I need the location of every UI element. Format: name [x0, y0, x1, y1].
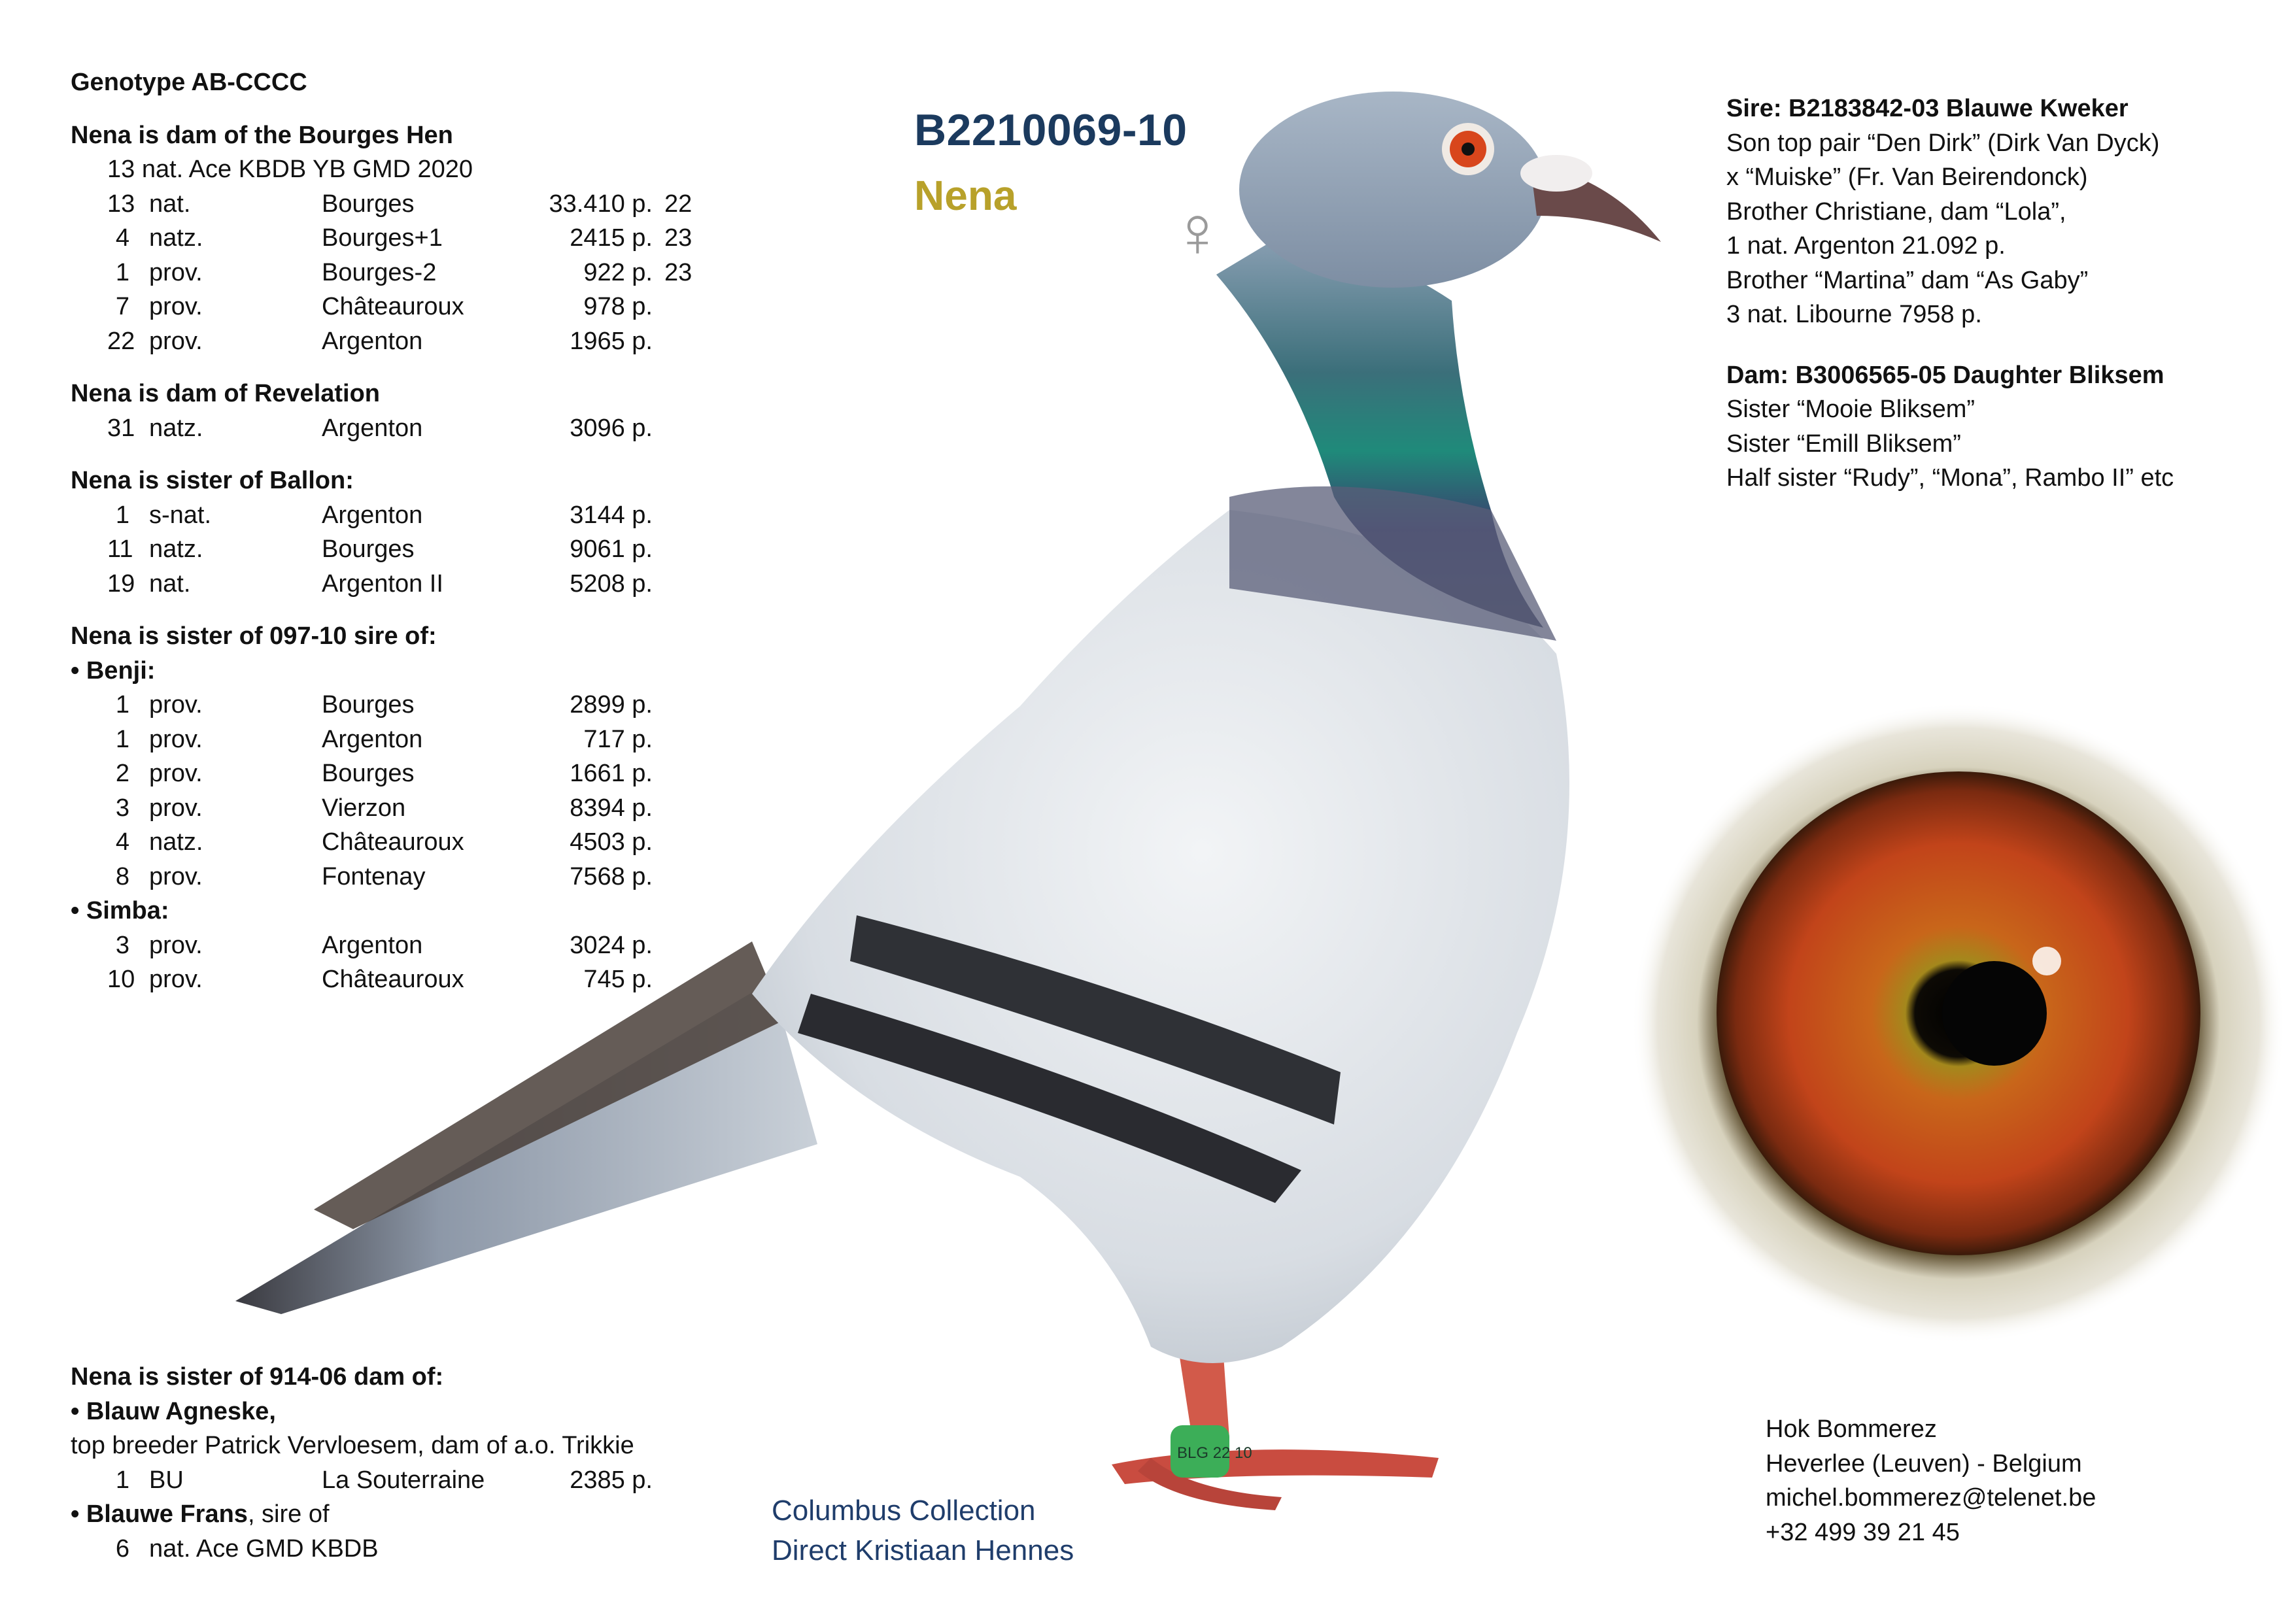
pedigree-column	[1726, 92, 2276, 496]
birds: 5208 p.	[570, 569, 653, 598]
rank: 1	[115, 258, 129, 286]
race: Bourges	[322, 760, 415, 787]
simba-label: • Simba:	[71, 897, 169, 924]
sire-line: Brother Christiane, dam “Lola”,	[1726, 197, 2066, 226]
level: nat.	[149, 190, 191, 218]
collection-line: Columbus Collection	[772, 1495, 1036, 1527]
race: Châteauroux	[322, 966, 464, 993]
race: Châteauroux	[322, 828, 464, 856]
birds: 2415 p.	[570, 224, 653, 252]
birds: 1965 p.	[570, 327, 653, 355]
extra: 23	[664, 224, 693, 252]
bird-name: Nena	[914, 172, 1017, 219]
frans-label: • Blauwe Frans	[71, 1500, 248, 1528]
section-heading: Nena is sister of 097-10 sire of:	[71, 622, 437, 650]
birds: 745 p.	[583, 966, 653, 993]
contact-email[interactable]: michel.bommerez@telenet.be	[1766, 1484, 2096, 1512]
rank: 10	[107, 966, 135, 993]
race: Argenton	[322, 501, 423, 529]
birds: 978 p.	[583, 293, 653, 320]
contact-location: Heverlee (Leuven) - Belgium	[1766, 1449, 2082, 1478]
pigeon-photo	[222, 85, 1700, 1543]
level: BU	[149, 1466, 184, 1494]
level: natz.	[149, 224, 203, 252]
race: Bourges-2	[322, 258, 437, 286]
birds: 717 p.	[583, 725, 653, 753]
section-heading: Nena is dam of the Bourges Hen	[71, 121, 453, 149]
race: Argenton	[322, 931, 423, 959]
race: Fontenay	[322, 862, 426, 890]
race: Argenton II	[322, 569, 443, 598]
rank: 22	[107, 327, 135, 355]
level: prov.	[149, 293, 203, 320]
race: Argenton	[322, 414, 423, 442]
level: prov.	[149, 862, 203, 890]
level: natz.	[149, 535, 203, 563]
rank: 1	[115, 501, 129, 529]
dam-line: Half sister “Rudy”, “Mona”, Rambo II” etc	[1726, 464, 2174, 492]
race: Argenton	[322, 327, 423, 355]
ring-number: B2210069-10	[914, 105, 1188, 155]
race: Bourges	[322, 190, 415, 218]
collection-label	[772, 1491, 1074, 1570]
section-heading: Nena is dam of Revelation	[71, 380, 381, 407]
level: natz.	[149, 414, 203, 442]
rank: 1	[115, 1466, 129, 1494]
birds: 7568 p.	[570, 862, 653, 890]
sire-heading: Sire: B2183842-03 Blauwe Kweker	[1726, 95, 2129, 122]
rank: 6	[115, 1534, 129, 1563]
rank: 31	[107, 414, 135, 442]
rank: 19	[107, 569, 135, 598]
rank: 7	[115, 293, 129, 320]
contact-phone[interactable]: +32 499 39 21 45	[1766, 1518, 1960, 1546]
level: prov.	[149, 691, 203, 719]
birds: 922 p.	[583, 258, 653, 286]
birds: 3144 p.	[570, 501, 653, 529]
level: prov.	[149, 794, 203, 822]
rank: 3	[115, 794, 129, 822]
extra: 23	[664, 258, 693, 286]
level: natz.	[149, 828, 203, 856]
section-heading: Nena is sister of 914-06 dam of:	[71, 1363, 444, 1391]
race: Bourges+1	[322, 224, 443, 252]
collection-line: Direct Kristiaan Hennes	[772, 1534, 1074, 1566]
birds: 4503 p.	[570, 828, 653, 856]
sire-line: Brother “Martina” dam “As Gaby”	[1726, 266, 2089, 294]
birds: 3096 p.	[570, 414, 653, 442]
birds: 8394 p.	[570, 794, 653, 822]
agneske-text: top breeder Patrick Vervloesem, dam of a.o. Trikkie	[71, 1432, 634, 1459]
rank: 1	[115, 725, 129, 753]
race: Vierzon	[322, 794, 406, 822]
rank: 2	[115, 760, 129, 787]
sire-line: Son top pair “Den Dirk” (Dirk Van Dyck)	[1726, 129, 2160, 157]
rank: 3	[115, 931, 129, 959]
level: nat. Ace GMD KBDB	[149, 1534, 379, 1563]
birds: 3024 p.	[570, 931, 653, 959]
level: nat.	[149, 569, 191, 598]
section-heading: Nena is sister of Ballon:	[71, 467, 354, 494]
rank: 1	[115, 691, 129, 719]
birds: 2385 p.	[570, 1466, 653, 1494]
sire-line: 3 nat. Libourne 7958 p.	[1726, 301, 1982, 328]
race: Bourges	[322, 691, 415, 719]
subtitle: 13 nat. Ace KBDB YB GMD 2020	[107, 156, 473, 183]
leg-ring-label: BLG 22 10	[1177, 1444, 1252, 1462]
dam-heading: Dam: B3006565-05 Daughter Bliksem	[1726, 361, 2164, 389]
rank: 4	[115, 828, 129, 856]
race: Argenton	[322, 725, 423, 753]
rank: 4	[115, 224, 129, 252]
agneske-label: • Blauw Agneske,	[71, 1397, 276, 1425]
level: prov.	[149, 931, 203, 959]
dam-line: Sister “Emill Bliksem”	[1726, 430, 1961, 458]
contact-name: Hok Bommerez	[1766, 1415, 1937, 1443]
birds: 33.410 p.	[549, 190, 653, 218]
dam-line: Sister “Mooie Bliksem”	[1726, 396, 1976, 423]
birds: 9061 p.	[570, 535, 653, 563]
rank: 13	[107, 190, 135, 218]
level: prov.	[149, 258, 203, 286]
sire-line: x “Muiske” (Fr. Van Beirendonck)	[1726, 163, 2088, 191]
rank: 8	[115, 862, 129, 890]
level: prov.	[149, 327, 203, 355]
race: La Souterraine	[322, 1466, 485, 1494]
level: prov.	[149, 725, 203, 753]
level: s-nat.	[149, 501, 212, 529]
sire-line: 1 nat. Argenton 21.092 p.	[1726, 232, 2006, 260]
frans-suffix: , sire of	[247, 1500, 330, 1528]
eye-photo	[1628, 700, 2292, 1353]
female-icon: ♀	[1171, 192, 1225, 272]
genotype: Genotype AB-CCCC	[71, 69, 307, 96]
level: prov.	[149, 760, 203, 787]
race: Bourges	[322, 535, 415, 563]
race: Châteauroux	[322, 293, 464, 320]
birds: 1661 p.	[570, 760, 653, 787]
extra: 22	[664, 190, 693, 218]
contact-block	[1766, 1412, 2096, 1549]
level: prov.	[149, 966, 203, 993]
rank: 11	[107, 535, 133, 563]
benji-label: • Benji:	[71, 656, 156, 685]
birds: 2899 p.	[570, 691, 653, 719]
